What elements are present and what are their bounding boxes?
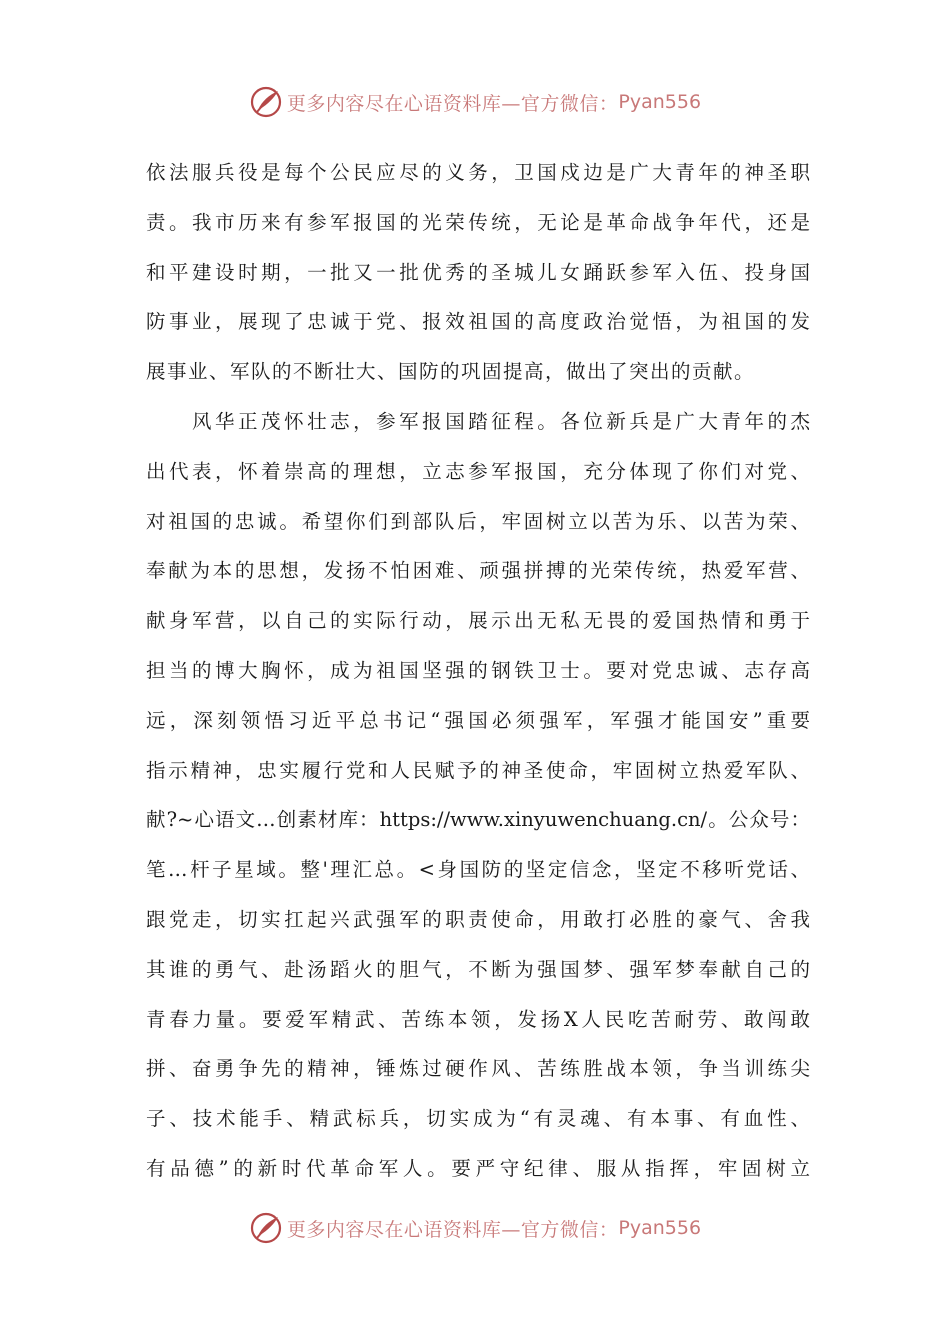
- text-line: 指示精神，忠实履行党和人民赋予的神圣使命，牢固树立热爱军队、: [146, 758, 810, 782]
- text-line: 拼、奋勇争先的精神，锤炼过硬作风、苦练胜战本领，争当训练尖: [146, 1057, 810, 1081]
- text-line: 跟党走，切实扛起兴武强军的职责使命，用敢打必胜的豪气、舍我: [146, 907, 810, 931]
- text-line: 子、技术能手、精武标兵，切实成为“有灵魂、有本事、有血性、: [146, 1107, 810, 1131]
- text-line: 风华正茂怀壮志，参军报国踏征程。各位新兵是广大青年的杰: [192, 409, 810, 433]
- header-watermark: [0, 82, 950, 122]
- text-line: 展事业、军队的不断壮大、国防的巩固提高，做出了突出的贡献。: [146, 360, 756, 384]
- footer-watermark: [0, 1208, 950, 1248]
- text-line: 奉献为本的思想，发扬不怕困难、顽强拼搏的光荣传统，热爱军营、: [146, 559, 810, 583]
- text-line: 献?~心语文…创素材库：https://www.xinyuwenchuang.cn/。公众号：: [146, 808, 810, 832]
- feather-pen-logo-icon: [249, 1211, 283, 1245]
- watermark-brand-text: 更多内容尽在心语资料库—官方微信：: [286, 92, 619, 115]
- text-line: 其谁的勇气、赴汤蹈火的胆气，不断为强国梦、强军梦奉献自己的: [146, 957, 810, 981]
- text-line: 和平建设时期，一批又一批优秀的圣城儿女踊跃参军入伍、投身国: [146, 260, 810, 284]
- watermark-wechat-id: Pyan556: [618, 91, 702, 113]
- text-line: 对祖国的忠诚。希望你们到部队后，牢固树立以苦为乐、以苦为荣、: [146, 509, 810, 533]
- text-line: 出代表，怀着崇高的理想，立志参军报国，充分体现了你们对党、: [146, 459, 810, 483]
- text-line: 笔…杆子星域。整'理汇总。<身国防的坚定信念，坚定不移听党话、: [146, 858, 810, 882]
- document-body: [146, 148, 810, 1194]
- text-line: 青春力量。要爱军精武、苦练本领，发扬X人民吃苦耐劳、敢闯敢: [146, 1007, 810, 1031]
- text-line: 有品德”的新时代革命军人。要严守纪律、服从指挥，牢固树立: [146, 1156, 810, 1180]
- feather-pen-logo-icon: [249, 85, 283, 119]
- text-line: 防事业，展现了忠诚于党、报效祖国的高度政治觉悟，为祖国的发: [146, 310, 810, 334]
- text-line: 责。我市历来有参军报国的光荣传统，无论是革命战争年代，还是: [146, 210, 810, 234]
- watermark-brand-text: 更多内容尽在心语资料库—官方微信：: [286, 1218, 619, 1241]
- text-line: 依法服兵役是每个公民应尽的义务，卫国戍边是广大青年的神圣职: [146, 161, 810, 184]
- text-line: 远，深刻领悟习近平总书记“强国必须强军，军强才能国安”重要: [146, 708, 810, 732]
- watermark-wechat-id: Pyan556: [618, 1217, 702, 1239]
- text-line: 担当的博大胸怀，成为祖国坚强的钢铁卫士。要对党忠诚、志存高: [146, 658, 810, 682]
- text-line: 献身军营，以自己的实际行动，展示出无私无畏的爱国热情和勇于: [146, 609, 810, 633]
